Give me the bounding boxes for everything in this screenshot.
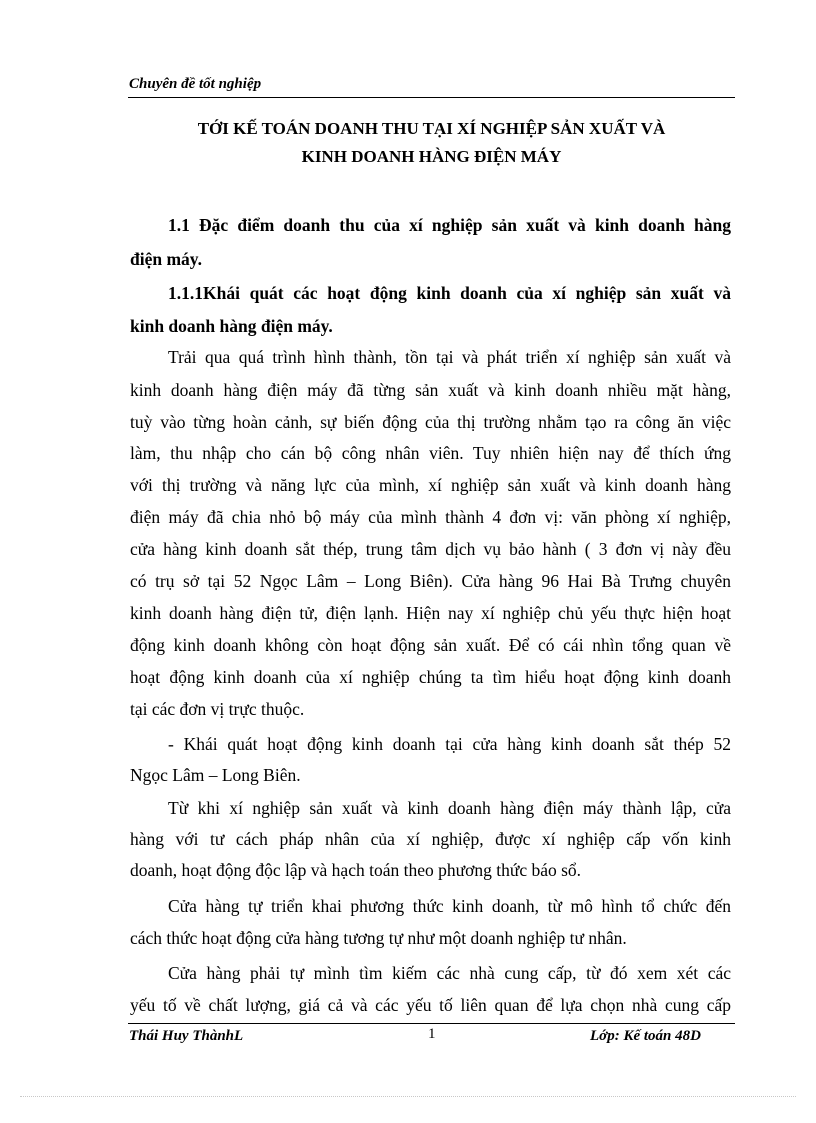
subsection-heading-line: kinh doanh hàng điện máy. xyxy=(130,316,333,336)
page-boundary-dotted-line xyxy=(20,1096,796,1097)
paragraph-line: kinh doanh hàng điện tử, điện lạnh. Hiện nay xí nghiệp chủ yếu thực hiện hoạt xyxy=(130,603,731,623)
paragraph-line: cửa hàng kinh doanh sắt thép, trung tâm dịch vụ bảo hành ( 3 đơn vị này đều xyxy=(130,539,731,559)
paragraph-line: động kinh doanh không còn hoạt động sản xuất. Để có cái nhìn tổng quan về xyxy=(130,635,731,655)
section-heading-line: 1.1 Đặc điểm doanh thu của xí nghiệp sản xuất và kinh doanh hàng xyxy=(168,215,731,235)
header-text: Chuyên đề tốt nghiệp xyxy=(129,76,262,92)
chapter-title-line-2: KINH DOANH HÀNG ĐIỆN MÁY xyxy=(301,147,562,166)
paragraph-line: kinh doanh hàng điện máy đã từng sản xuất và kinh doanh nhiều mặt hàng, xyxy=(130,380,731,400)
subsection-heading-line: 1.1.1Khái quát các hoạt động kinh doanh của xí nghiệp sản xuất và xyxy=(168,283,731,303)
paragraph-line: Ngọc Lâm – Long Biên. xyxy=(130,765,301,785)
page-number: 1 xyxy=(428,1026,436,1042)
paragraph-line: Trải qua quá trình hình thành, tồn tại và phát triển xí nghiệp sản xuất và xyxy=(168,347,731,367)
header-divider xyxy=(128,97,735,98)
paragraph-line: doanh, hoạt động độc lập và hạch toán theo phương thức báo sổ. xyxy=(130,860,582,880)
footer-divider xyxy=(128,1023,735,1024)
paragraph-line: yếu tố về chất lượng, giá cả và các yếu tố liên quan để lựa chọn nhà cung cấp xyxy=(130,995,731,1015)
paragraph-line: Cửa hàng tự triển khai phương thức kinh doanh, từ mô hình tổ chức đến xyxy=(168,896,731,916)
paragraph-line: tuỳ vào từng hoàn cảnh, sự biến động của thị trường nhằm tạo ra công ăn việc xyxy=(130,412,731,432)
paragraph-line: có trụ sở tại 52 Ngọc Lâm – Long Biên). Cửa hàng 96 Hai Bà Trưng chuyên xyxy=(130,571,731,591)
section-heading-line: điện máy. xyxy=(130,249,202,269)
paragraph-line: điện máy đã chia nhỏ bộ máy của mình thành 4 đơn vị: văn phòng xí nghiệp, xyxy=(130,507,731,527)
paragraph-line: Từ khi xí nghiệp sản xuất và kinh doanh hàng điện máy thành lập, cửa xyxy=(168,798,731,818)
paragraph-line: làm, thu nhập cho cán bộ công nhân viên. Tuy nhiên hiện nay để thích ứng xyxy=(130,443,731,463)
paragraph-line: Cửa hàng phải tự mình tìm kiếm các nhà cung cấp, từ đó xem xét các xyxy=(168,963,731,983)
paragraph-line: hàng với tư cách pháp nhân của xí nghiệp, được xí nghiệp cấp vốn kinh xyxy=(130,829,731,849)
footer-class: Lớp: Kế toán 48D xyxy=(590,1028,701,1044)
footer-author: Thái Huy ThànhL xyxy=(129,1028,244,1044)
paragraph-line: tại các đơn vị trực thuộc. xyxy=(130,699,305,719)
paragraph-line: - Khái quát hoạt động kinh doanh tại cửa hàng kinh doanh sắt thép 52 xyxy=(168,734,731,754)
paragraph-line: hoạt động kinh doanh của xí nghiệp chúng ta tìm hiểu hoạt động kinh doanh xyxy=(130,667,731,687)
chapter-title-line-1: TỚI KẾ TOÁN DOANH THU TẠI XÍ NGHIỆP SẢN XUẤT VÀ xyxy=(197,119,666,138)
paragraph-line: cách thức hoạt động cửa hàng tương tự như một doanh nghiệp tư nhân. xyxy=(130,928,627,948)
paragraph-line: với thị trường và năng lực của mình, xí nghiệp sản xuất và kinh doanh hàng xyxy=(130,475,731,495)
